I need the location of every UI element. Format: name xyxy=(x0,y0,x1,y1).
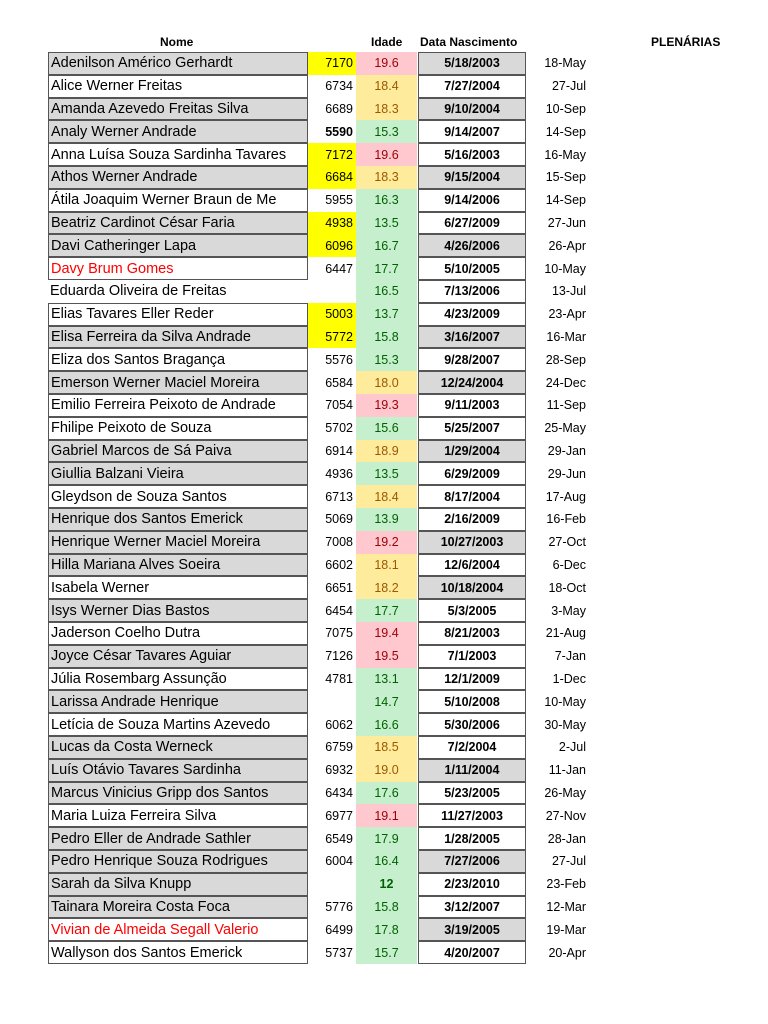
age-cell[interactable]: 18.9 xyxy=(356,440,417,463)
age-cell[interactable]: 13.5 xyxy=(356,462,417,485)
code-cell[interactable]: 7170 xyxy=(308,52,356,75)
code-cell[interactable]: 6499 xyxy=(325,922,353,937)
code-cell[interactable]: 5955 xyxy=(325,193,353,208)
day-month-cell[interactable]: 28-Jan xyxy=(547,831,586,846)
table-row xyxy=(0,576,768,599)
age-cell[interactable]: 13.7 xyxy=(356,303,417,326)
birth-date-cell[interactable]: 1/11/2004 xyxy=(418,759,526,782)
code-cell[interactable] xyxy=(308,690,356,713)
table-row xyxy=(0,303,768,326)
birth-date-cell[interactable]: 10/27/2003 xyxy=(418,531,526,554)
age-cell[interactable]: 13.9 xyxy=(356,508,417,531)
day-month-cell[interactable]: 16-Mar xyxy=(546,329,586,344)
age-cell[interactable]: 16.7 xyxy=(356,234,417,257)
table-row xyxy=(0,257,768,280)
name-cell[interactable]: Jaderson Coelho Dutra xyxy=(48,622,308,645)
birth-date-cell[interactable]: 2/23/2010 xyxy=(418,873,526,896)
age-cell[interactable]: 18.4 xyxy=(356,485,417,508)
day-month-cell[interactable]: 11-Sep xyxy=(546,398,586,413)
name-cell[interactable]: Adenilson Américo Gerhardt xyxy=(48,52,308,75)
table-row xyxy=(0,326,768,349)
age-cell[interactable]: 15.3 xyxy=(356,120,417,143)
code-cell[interactable]: 5702 xyxy=(325,421,353,436)
name-cell[interactable]: Gabriel Marcos de Sá Paiva xyxy=(48,440,308,463)
name-cell[interactable]: Luís Otávio Tavares Sardinha xyxy=(48,759,308,782)
day-month-cell[interactable]: 3-May xyxy=(551,603,586,618)
day-month-cell[interactable]: 2-Jul xyxy=(558,740,586,755)
age-cell[interactable]: 19.6 xyxy=(356,143,417,166)
age-cell[interactable]: 17.9 xyxy=(356,827,417,850)
name-cell[interactable]: Gleydson de Souza Santos xyxy=(48,485,308,508)
table-row xyxy=(0,896,768,919)
day-month-cell[interactable]: 11-Jan xyxy=(548,763,586,778)
birth-date-cell[interactable]: 1/28/2005 xyxy=(418,827,526,850)
name-cell[interactable]: Átila Joaquim Werner Braun de Me xyxy=(48,189,308,212)
day-month-cell[interactable]: 21-Aug xyxy=(545,626,586,641)
age-cell[interactable]: 19.4 xyxy=(356,622,417,645)
name-cell[interactable]: Letícia de Souza Martins Azevedo xyxy=(48,713,308,736)
birth-date-cell[interactable]: 4/23/2009 xyxy=(418,303,526,326)
day-month-cell[interactable]: 26-Apr xyxy=(548,238,586,253)
table-row xyxy=(0,348,768,371)
name-cell[interactable]: Isys Werner Dias Bastos xyxy=(48,599,308,622)
code-cell[interactable]: 5772 xyxy=(308,326,356,349)
code-cell[interactable]: 6759 xyxy=(325,740,353,755)
name-cell[interactable]: Pedro Henrique Souza Rodrigues xyxy=(48,850,308,873)
table-row xyxy=(0,599,768,622)
name-cell[interactable]: Henrique dos Santos Emerick xyxy=(48,508,308,531)
table-row xyxy=(0,98,768,121)
table-row xyxy=(0,234,768,257)
day-month-cell[interactable]: 27-Nov xyxy=(545,808,586,823)
birth-date-cell[interactable]: 2/16/2009 xyxy=(418,508,526,531)
code-cell[interactable]: 5576 xyxy=(325,352,353,367)
table-row xyxy=(0,508,768,531)
name-cell[interactable]: Anna Luísa Souza Sardinha Tavares xyxy=(48,143,308,166)
table-row xyxy=(0,462,768,485)
name-cell[interactable]: Vivian de Almeida Segall Valerio xyxy=(48,918,308,941)
birth-date-cell[interactable]: 9/14/2006 xyxy=(418,189,526,212)
day-month-cell[interactable]: 27-Oct xyxy=(548,535,586,550)
age-cell[interactable]: 16.6 xyxy=(356,713,417,736)
name-cell[interactable]: Beatriz Cardinot César Faria xyxy=(48,212,308,235)
day-month-cell[interactable]: 1-Dec xyxy=(552,671,586,686)
name-cell[interactable]: Emilio Ferreira Peixoto de Andrade xyxy=(48,394,308,417)
birth-date-cell[interactable]: 8/21/2003 xyxy=(418,622,526,645)
name-cell[interactable]: Marcus Vinicius Gripp dos Santos xyxy=(48,782,308,805)
age-cell[interactable]: 13.1 xyxy=(356,668,417,691)
code-cell[interactable]: 5737 xyxy=(325,945,353,960)
day-month-cell[interactable]: 24-Dec xyxy=(545,375,586,390)
birth-date-cell[interactable]: 7/27/2006 xyxy=(418,850,526,873)
day-month-cell[interactable]: 25-May xyxy=(544,421,586,436)
name-cell[interactable]: Tainara Moreira Costa Foca xyxy=(48,896,308,919)
birth-date-cell[interactable]: 3/16/2007 xyxy=(418,326,526,349)
name-cell[interactable]: Alice Werner Freitas xyxy=(48,75,308,98)
header-nome: Nome xyxy=(160,35,194,49)
day-month-cell[interactable]: 26-May xyxy=(544,785,586,800)
day-month-cell[interactable]: 20-Apr xyxy=(548,945,586,960)
table-row xyxy=(0,440,768,463)
age-cell[interactable]: 19.6 xyxy=(356,52,417,75)
code-cell[interactable]: 6651 xyxy=(325,580,353,595)
day-month-cell[interactable]: 23-Feb xyxy=(546,877,586,892)
birth-date-cell[interactable]: 5/23/2005 xyxy=(418,782,526,805)
code-cell[interactable]: 6004 xyxy=(325,854,353,869)
day-month-cell[interactable]: 30-May xyxy=(544,717,586,732)
name-cell[interactable]: Emerson Werner Maciel Moreira xyxy=(48,371,308,394)
day-month-cell[interactable]: 6-Dec xyxy=(552,557,586,572)
table-row xyxy=(0,143,768,166)
code-cell[interactable]: 6447 xyxy=(325,261,353,276)
age-cell[interactable]: 17.8 xyxy=(356,918,417,941)
table-row xyxy=(0,736,768,759)
name-cell[interactable]: Davi Catheringer Lapa xyxy=(48,234,308,257)
table-row xyxy=(0,212,768,235)
code-cell[interactable]: 6932 xyxy=(325,763,353,778)
name-cell[interactable]: Giullia Balzani Vieira xyxy=(48,462,308,485)
code-cell[interactable]: 5590 xyxy=(325,124,353,139)
code-cell[interactable] xyxy=(308,280,356,303)
code-cell[interactable]: 7008 xyxy=(325,535,353,550)
name-cell[interactable]: Fhilipe Peixoto de Souza xyxy=(48,417,308,440)
table-row xyxy=(0,280,768,303)
table-row xyxy=(0,941,768,964)
code-cell[interactable] xyxy=(308,873,356,896)
birth-date-cell[interactable]: 12/6/2004 xyxy=(418,554,526,577)
birth-date-cell[interactable]: 3/12/2007 xyxy=(418,896,526,919)
code-cell[interactable]: 6977 xyxy=(325,808,353,823)
age-cell[interactable]: 15.6 xyxy=(356,417,417,440)
code-cell[interactable]: 4781 xyxy=(325,671,353,686)
birth-date-cell[interactable]: 5/30/2006 xyxy=(418,713,526,736)
table-row xyxy=(0,668,768,691)
code-cell[interactable]: 7075 xyxy=(325,626,353,641)
age-cell[interactable]: 18.5 xyxy=(356,736,417,759)
code-cell[interactable]: 6062 xyxy=(325,717,353,732)
birth-date-cell[interactable]: 6/29/2009 xyxy=(418,462,526,485)
day-month-cell[interactable]: 10-May xyxy=(544,694,586,709)
day-month-cell[interactable]: 18-May xyxy=(544,56,586,71)
age-cell[interactable]: 16.3 xyxy=(356,189,417,212)
name-cell[interactable]: Isabela Werner xyxy=(48,576,308,599)
birth-date-cell[interactable]: 7/13/2006 xyxy=(418,280,526,303)
code-cell[interactable]: 5776 xyxy=(325,899,353,914)
age-cell[interactable]: 17.6 xyxy=(356,782,417,805)
age-cell[interactable]: 15.7 xyxy=(356,941,417,964)
birth-date-cell[interactable]: 7/1/2003 xyxy=(418,645,526,668)
code-cell[interactable]: 4936 xyxy=(325,466,353,481)
birth-date-cell[interactable]: 5/10/2005 xyxy=(418,257,526,280)
age-cell[interactable]: 18.3 xyxy=(356,166,417,189)
table-row xyxy=(0,371,768,394)
birth-date-cell[interactable]: 9/11/2003 xyxy=(418,394,526,417)
day-month-cell[interactable]: 16-May xyxy=(544,147,586,162)
day-month-cell[interactable]: 14-Sep xyxy=(545,124,586,139)
table-row xyxy=(0,827,768,850)
code-cell[interactable]: 6689 xyxy=(325,101,353,116)
day-month-cell[interactable]: 16-Feb xyxy=(546,512,586,527)
name-cell[interactable]: Júlia Rosembarg Assunção xyxy=(48,668,308,691)
birth-date-cell[interactable]: 12/1/2009 xyxy=(418,668,526,691)
table-row xyxy=(0,120,768,143)
table-row xyxy=(0,531,768,554)
age-cell[interactable]: 18.0 xyxy=(356,371,417,394)
day-month-cell[interactable]: 10-May xyxy=(544,261,586,276)
header-idade: Idade xyxy=(371,35,403,49)
birth-date-cell[interactable]: 12/24/2004 xyxy=(418,371,526,394)
code-cell[interactable]: 6549 xyxy=(325,831,353,846)
age-cell[interactable]: 19.2 xyxy=(356,531,417,554)
table-row xyxy=(0,166,768,189)
age-cell[interactable]: 17.7 xyxy=(356,599,417,622)
table-row xyxy=(0,75,768,98)
age-cell[interactable]: 18.1 xyxy=(356,554,417,577)
table-row xyxy=(0,690,768,713)
day-month-cell[interactable]: 18-Oct xyxy=(548,580,586,595)
birth-date-cell[interactable]: 9/28/2007 xyxy=(418,348,526,371)
table-row xyxy=(0,873,768,896)
birth-date-cell[interactable]: 9/14/2007 xyxy=(418,120,526,143)
birth-date-cell[interactable]: 7/27/2004 xyxy=(418,75,526,98)
code-cell[interactable]: 7172 xyxy=(308,143,356,166)
name-cell[interactable]: Elias Tavares Eller Reder xyxy=(48,303,308,326)
age-cell[interactable]: 18.4 xyxy=(356,75,417,98)
code-cell[interactable]: 7126 xyxy=(325,649,353,664)
day-month-cell[interactable]: 7-Jan xyxy=(554,649,586,664)
name-cell[interactable]: Lucas da Costa Werneck xyxy=(48,736,308,759)
code-cell[interactable]: 6454 xyxy=(325,603,353,618)
birth-date-cell[interactable]: 10/18/2004 xyxy=(418,576,526,599)
code-cell[interactable]: 4938 xyxy=(308,212,356,235)
birth-date-cell[interactable]: 4/20/2007 xyxy=(418,941,526,964)
day-month-cell[interactable]: 27-Jun xyxy=(547,215,586,230)
table-row xyxy=(0,918,768,941)
table-row xyxy=(0,850,768,873)
name-cell[interactable]: Joyce César Tavares Aguiar xyxy=(48,645,308,668)
code-cell[interactable]: 6914 xyxy=(325,443,353,458)
birth-date-cell[interactable]: 5/10/2008 xyxy=(418,690,526,713)
birth-date-cell[interactable]: 7/2/2004 xyxy=(418,736,526,759)
age-cell[interactable]: 15.3 xyxy=(356,348,417,371)
code-cell[interactable]: 6434 xyxy=(325,785,353,800)
day-month-cell[interactable]: 23-Apr xyxy=(548,307,586,322)
code-cell[interactable]: 5003 xyxy=(308,303,356,326)
birth-date-cell[interactable]: 3/19/2005 xyxy=(418,918,526,941)
age-cell[interactable]: 13.5 xyxy=(356,212,417,235)
age-cell[interactable]: 16.5 xyxy=(356,280,417,303)
header-data-nascimento: Data Nascimento xyxy=(420,35,518,49)
age-cell[interactable]: 18.2 xyxy=(356,576,417,599)
table-row xyxy=(0,485,768,508)
name-cell[interactable]: Hilla Mariana Alves Soeira xyxy=(48,554,308,577)
table-row xyxy=(0,645,768,668)
table-row xyxy=(0,782,768,805)
birth-date-cell[interactable]: 5/16/2003 xyxy=(418,143,526,166)
day-month-cell[interactable]: 28-Sep xyxy=(545,352,586,367)
name-cell[interactable]: Wallyson dos Santos Emerick xyxy=(48,941,308,964)
birth-date-cell[interactable]: 11/27/2003 xyxy=(418,804,526,827)
birth-date-cell[interactable]: 8/17/2004 xyxy=(418,485,526,508)
age-cell[interactable]: 14.7 xyxy=(356,690,417,713)
name-cell[interactable]: Eliza dos Santos Bragança xyxy=(48,348,308,371)
day-month-cell[interactable]: 27-Jul xyxy=(551,79,586,94)
name-cell[interactable]: Maria Luiza Ferreira Silva xyxy=(48,804,308,827)
day-month-cell[interactable]: 19-Mar xyxy=(546,922,586,937)
day-month-cell[interactable]: 15-Sep xyxy=(545,170,586,185)
day-month-cell[interactable]: 13-Jul xyxy=(551,284,586,299)
table-row xyxy=(0,52,768,75)
birth-date-cell[interactable]: 9/10/2004 xyxy=(418,98,526,121)
age-cell[interactable]: 16.4 xyxy=(356,850,417,873)
code-cell[interactable]: 6684 xyxy=(308,166,356,189)
table-row xyxy=(0,804,768,827)
birth-date-cell[interactable]: 4/26/2006 xyxy=(418,234,526,257)
day-month-cell[interactable]: 29-Jan xyxy=(547,443,586,458)
code-cell[interactable]: 6734 xyxy=(325,79,353,94)
name-cell[interactable]: Analy Werner Andrade xyxy=(48,120,308,143)
table-row xyxy=(0,759,768,782)
age-cell[interactable]: 15.8 xyxy=(356,326,417,349)
table-row xyxy=(0,713,768,736)
day-month-cell[interactable]: 29-Jun xyxy=(547,466,586,481)
header-plenarias: PLENÁRIAS xyxy=(651,35,721,49)
age-cell[interactable]: 19.0 xyxy=(356,759,417,782)
birth-date-cell[interactable]: 5/25/2007 xyxy=(418,417,526,440)
code-cell[interactable]: 6713 xyxy=(325,489,353,504)
code-cell[interactable]: 6602 xyxy=(325,557,353,572)
age-cell[interactable]: 15.8 xyxy=(356,896,417,919)
name-cell[interactable]: Larissa Andrade Henrique xyxy=(48,690,308,713)
table-row xyxy=(0,554,768,577)
day-month-cell[interactable]: 10-Sep xyxy=(545,101,586,116)
code-cell[interactable]: 7054 xyxy=(325,398,353,413)
age-cell[interactable]: 17.7 xyxy=(356,257,417,280)
code-cell[interactable]: 5069 xyxy=(325,512,353,527)
name-cell[interactable]: Pedro Eller de Andrade Sathler xyxy=(48,827,308,850)
table-row xyxy=(0,417,768,440)
birth-date-cell[interactable]: 6/27/2009 xyxy=(418,212,526,235)
day-month-cell[interactable]: 27-Jul xyxy=(551,854,586,869)
birth-date-cell[interactable]: 5/18/2003 xyxy=(418,52,526,75)
birth-date-cell[interactable]: 9/15/2004 xyxy=(418,166,526,189)
code-cell[interactable]: 6096 xyxy=(308,234,356,257)
name-cell[interactable]: Henrique Werner Maciel Moreira xyxy=(48,531,308,554)
age-cell[interactable]: 19.5 xyxy=(356,645,417,668)
day-month-cell[interactable]: 14-Sep xyxy=(545,193,586,208)
name-cell[interactable]: Sarah da Silva Knupp xyxy=(48,873,308,896)
name-cell[interactable]: Amanda Azevedo Freitas Silva xyxy=(48,98,308,121)
day-month-cell[interactable]: 12-Mar xyxy=(546,899,586,914)
age-cell[interactable]: 19.3 xyxy=(356,394,417,417)
table-row xyxy=(0,189,768,212)
table-row xyxy=(0,622,768,645)
name-cell[interactable]: Davy Brum Gomes xyxy=(48,257,308,280)
code-cell[interactable]: 6584 xyxy=(325,375,353,390)
age-cell[interactable]: 18.3 xyxy=(356,98,417,121)
age-cell[interactable]: 12 xyxy=(356,873,417,896)
birth-date-cell[interactable]: 5/3/2005 xyxy=(418,599,526,622)
table-row xyxy=(0,394,768,417)
birth-date-cell[interactable]: 1/29/2004 xyxy=(418,440,526,463)
age-cell[interactable]: 19.1 xyxy=(356,804,417,827)
name-cell[interactable]: Elisa Ferreira da Silva Andrade xyxy=(48,326,308,349)
day-month-cell[interactable]: 17-Aug xyxy=(545,489,586,504)
name-cell[interactable]: Athos Werner Andrade xyxy=(48,166,308,189)
name-cell[interactable]: Eduarda Oliveira de Freitas xyxy=(50,283,227,300)
